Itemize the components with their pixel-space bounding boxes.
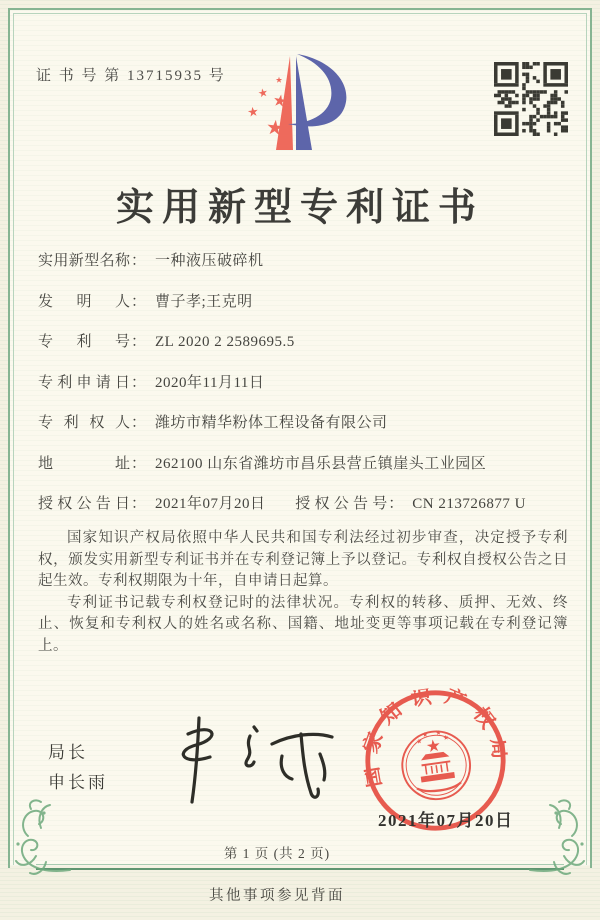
field-label: 专利权人	[38, 415, 130, 431]
back-note: 其他事项参见背面	[209, 888, 345, 904]
field-label: 实用新型名称	[38, 253, 130, 269]
certificate-title: 实用新型专利证书	[115, 187, 484, 229]
field-colon: ：	[131, 293, 147, 310]
signer-title: 局长	[48, 743, 88, 762]
field-value: 潍坊市精华粉体工程设备有限公司	[155, 415, 388, 431]
field-label: 专利号	[38, 334, 130, 350]
legal-paragraph-1: 国家知识产权局依照中华人民共和国专利法经过初步审查，决定授予专利权，颁发实用新型专利证书并在专利登记簿上予以登记。专利权自授权公告之日起生效。专利权期限为十年，自申请日起算。	[38, 530, 568, 589]
field-value: 262100 山东省潍坊市昌乐县营丘镇崖头工业园区	[155, 455, 487, 472]
field-value-grant-number: CN 213726877 U	[412, 496, 526, 512]
field-value: 2021年07月20日	[155, 496, 266, 512]
field-row-filing-date	[38, 372, 570, 394]
field-row-address	[38, 453, 570, 475]
field-label-grant-number: 授权公告号	[295, 496, 388, 512]
field-row-patentee	[38, 412, 570, 434]
field-colon: ：	[131, 415, 147, 431]
field-colon: ：	[388, 496, 404, 512]
field-colon: ：	[131, 253, 147, 269]
field-row-grant	[38, 493, 570, 515]
svg-text:国家知识产权局	[354, 679, 514, 790]
field-label: 发明人	[38, 293, 130, 310]
field-colon: ：	[131, 496, 147, 512]
issue-date: 2021年07月20日	[378, 811, 514, 830]
field-colon: ：	[131, 455, 147, 472]
field-label: 专利申请日	[38, 374, 130, 391]
field-value: ZL 2020 2 2589695.5	[155, 334, 295, 350]
legal-text	[38, 528, 568, 657]
handwritten-signature-icon	[162, 712, 347, 810]
field-colon: ：	[131, 374, 147, 391]
field-row-patent-number	[38, 331, 570, 353]
legal-paragraph-2: 专利证书记载专利权登记时的法律状况。专利权的转移、质押、无效、终止、恢复和专利权人的姓名或名称、国籍、地址变更等事项记载在专利登记簿上。	[38, 594, 568, 654]
certificate-number: 证 书 号 第 13715935 号	[36, 68, 226, 84]
field-label: 地址	[38, 455, 130, 472]
signer-name: 申长雨	[48, 773, 108, 792]
page-indicator: 第 1 页 (共 2 页)	[223, 846, 331, 861]
field-colon: ：	[131, 334, 147, 350]
corner-flourish-icon	[528, 798, 594, 882]
field-value: 一种液压破碎机	[155, 253, 264, 269]
signer-block	[48, 738, 108, 798]
field-row-name	[38, 250, 570, 272]
field-value: 2020年11月11日	[155, 374, 265, 391]
corner-flourish-icon	[6, 798, 72, 882]
bottom-rule	[36, 864, 564, 870]
cnipa-logo-icon	[230, 50, 370, 164]
qr-code-icon	[494, 62, 568, 136]
seal-text: 国家知识产权局	[359, 684, 512, 789]
field-list	[38, 250, 570, 534]
field-value: 曹子孝;王克明	[155, 293, 253, 310]
field-row-inventor	[38, 291, 570, 313]
field-label: 授权公告日	[38, 496, 130, 512]
